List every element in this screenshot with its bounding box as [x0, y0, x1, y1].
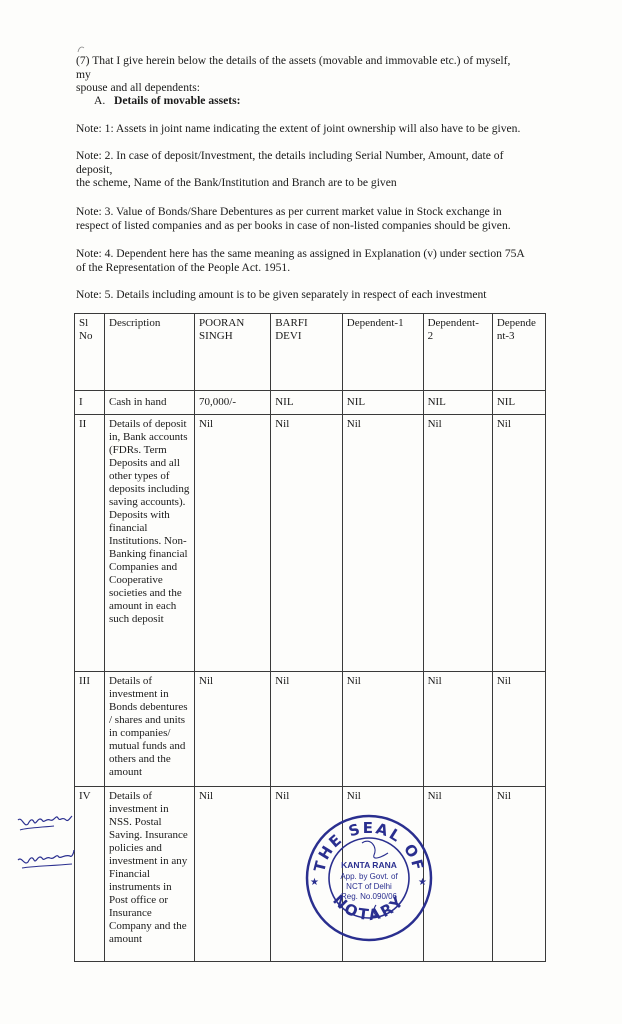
cell-description: Details of investment in NSS. Postal Saving. Insurance policies and investment in any Financial instruments in Post office or Insurance Company and the amount	[105, 787, 195, 962]
cell-value: Nil	[423, 415, 492, 672]
header-dependent-3: Depende nt-3	[492, 314, 545, 391]
header-pooran-singh: POORAN SINGH	[195, 314, 271, 391]
intro-line-2: spouse and all dependents:	[76, 81, 200, 94]
header-dependent-2: Dependent- 2	[423, 314, 492, 391]
note-3	[76, 205, 551, 232]
note-4-line-2: of the Representation of the People Act. 1951.	[76, 260, 291, 274]
seal-line-4: Reg. No.090/06	[340, 892, 398, 901]
cell-value: NIL	[423, 391, 492, 415]
cell-description: Details of deposit in, Bank accounts (FDRs. Term Deposits and all other types of deposits including saving accounts). Deposits with financial Institutions. Non-Banking financial Companies and Cooperative societies and the amount in each such deposit	[105, 415, 195, 672]
cell-value: NIL	[271, 391, 343, 415]
scan-mark-icon	[76, 44, 86, 54]
seal-star-right: ★	[418, 877, 427, 888]
intro-line-1: (7) That I give herein below the details of the assets (movable and immovable etc.) of myself, my	[76, 54, 511, 81]
seal-star-left: ★	[310, 877, 319, 888]
note-5: Note: 5. Details including amount is to be given separately in respect of each investment	[76, 288, 487, 301]
seal-top-text: THE SEAL OF	[310, 818, 428, 874]
cell-description: Details of investment in Bonds debentures / shares and units in companies/ mutual funds and others and the amount	[105, 672, 195, 787]
table-row	[75, 415, 546, 672]
cell-sl: III	[75, 672, 105, 787]
note-2-line-2: deposit,	[76, 162, 113, 176]
note-2-line-1: Note: 2. In case of deposit/Investment, the details including Serial Number, Amount, date of	[76, 149, 504, 162]
cell-sl: I	[75, 391, 105, 415]
cell-value: Nil	[492, 672, 545, 787]
seal-handwritten-number	[362, 841, 388, 858]
note-3-line-2: respect of listed companies and as per books in case of non-listed companies should be given.	[76, 218, 511, 232]
cell-value: Nil	[195, 672, 271, 787]
cell-value: NIL	[342, 391, 423, 415]
seal-name: KANTA RANA	[341, 860, 397, 870]
cell-value: Nil	[492, 787, 545, 962]
cell-value: Nil	[195, 415, 271, 672]
note-2-line-3: the scheme, Name of the Bank/Institution and Branch are to be given	[76, 176, 397, 189]
note-2	[76, 149, 551, 190]
note-4-line-1: Note: 4. Dependent here has the same meaning as assigned in Explanation (v) under section 75A	[76, 247, 525, 260]
note-3-line-1: Note: 3. Value of Bonds/Share Debentures as per current market value in Stock exchange in	[76, 205, 502, 218]
header-dependent-1: Dependent-1	[342, 314, 423, 391]
note-1: Note: 1: Assets in joint name indicating the extent of joint ownership will also have to be given.	[76, 122, 521, 135]
notary-seal	[304, 813, 434, 943]
section-title: Details of movable assets:	[113, 94, 241, 107]
seal-line-2: App. by Govt. of	[340, 872, 398, 881]
table-header-row	[75, 314, 546, 391]
intro-paragraph	[76, 54, 526, 95]
cell-sl: IV	[75, 787, 105, 962]
cell-value: Nil	[342, 672, 423, 787]
cell-value: Nil	[342, 415, 423, 672]
cell-value: Nil	[423, 787, 492, 962]
cell-value: 70,000/-	[195, 391, 271, 415]
seal-bottom-text: NOTARY	[329, 891, 409, 925]
cell-value: NIL	[492, 391, 545, 415]
cell-value: Nil	[423, 672, 492, 787]
header-sl-no: Sl No	[75, 314, 105, 391]
section-heading	[94, 94, 241, 108]
cell-sl: II	[75, 415, 105, 672]
cell-value: Nil	[271, 415, 343, 672]
cell-description: Cash in hand	[105, 391, 195, 415]
signature-initials-mark	[14, 806, 76, 870]
header-barfi-devi: BARFI DEVI	[271, 314, 343, 391]
note-4	[76, 247, 551, 274]
table-row	[75, 391, 546, 415]
table-row	[75, 672, 546, 787]
cell-value: Nil	[271, 672, 343, 787]
cell-value: Nil	[342, 787, 423, 962]
header-description: Description	[105, 314, 195, 391]
cell-value: Nil	[271, 787, 343, 962]
cell-value: Nil	[195, 787, 271, 962]
cell-value: Nil	[492, 415, 545, 672]
section-label: A.	[94, 94, 106, 107]
seal-line-3: NCT of Delhi	[346, 882, 392, 891]
